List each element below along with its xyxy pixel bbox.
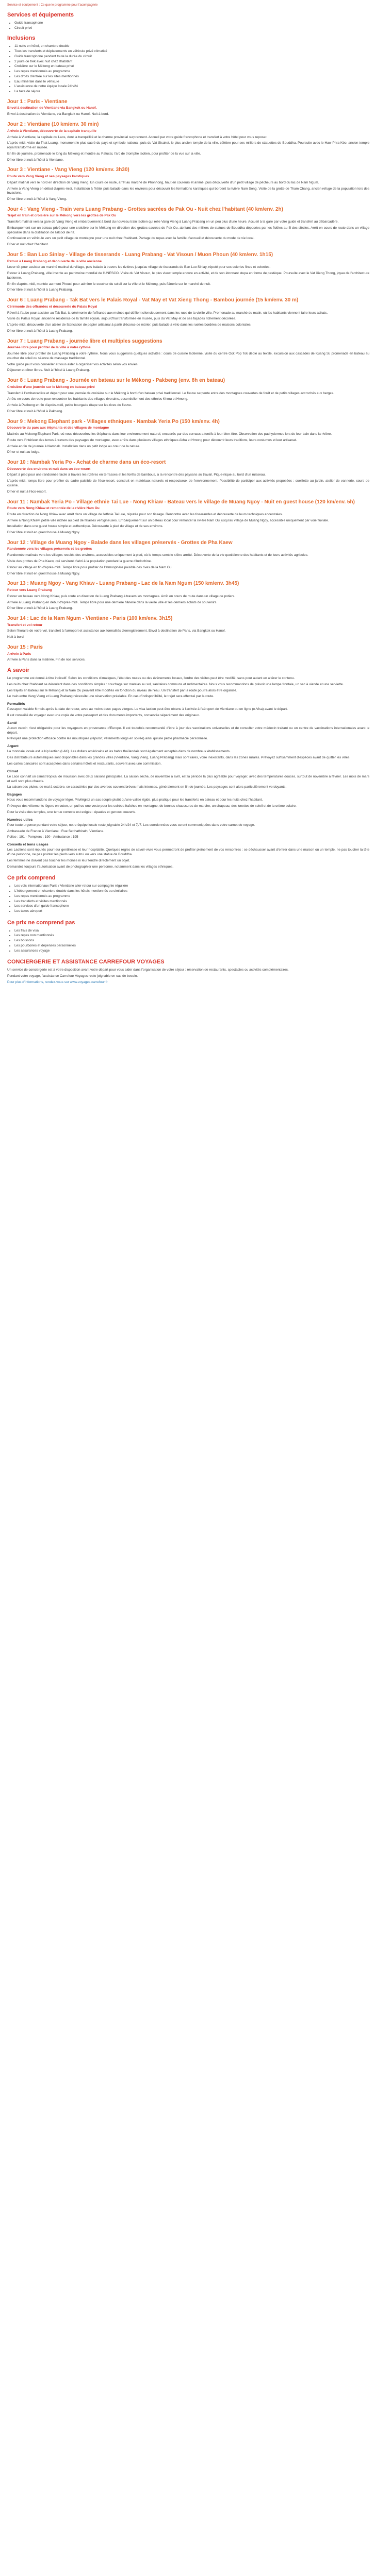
day-paragraph: Départ matinal vers le nord en direction de Vang Vieng. En cours de route, arrêt au marché de Phonhong, haut en couleurs et animé, puis découverte d'un petit village de pêcheurs au bord du lac de Nam Ngum. (7, 180, 319, 184)
day-paragraph: Continuation en véhicule vers un petit village de montagne pour une nuit chez l'habitant. Partage du repas avec la famille d'accueil et découverte du mode de vie local. (7, 236, 255, 241)
day-paragraph: Lever tôt pour assister au marché matinal du village, puis balade à travers les rizières jusqu'au village de tisserands de Ban Luo Sinlay, réputé pour ses soieries fines et colorées. (7, 265, 271, 269)
day-section (7, 499, 369, 535)
climat-title: Climat (7, 769, 18, 773)
bagages-title: Bagages (7, 793, 22, 797)
day-title: Jour 15 : Paris (7, 645, 43, 651)
day-title: Jour 3 : Vientiane - Vang Vieng (120 km/env. 3h30) (7, 167, 129, 173)
paragraph: Demandez toujours l'autorisation avant de photographier une personne, notamment dans les villages ethniques. (7, 865, 174, 869)
ne-prix-title: Ce prix ne comprend pas (7, 919, 75, 926)
day-paragraph: Selon l'horaire de votre vol, transfert à l'aéroport et assistance aux formalités d'enregistrement. Envol à destination de Paris, via Bangkok ou Hanoï. (7, 629, 226, 633)
paragraph: Le Laos connaît un climat tropical de mousson avec deux saisons principales. La saison sèche, de novembre à avril, est la période la plus agréable pour voyager, avec des températures douces, surtout de novembre à février. Les mois de mars et avril sont plus chauds. (7, 774, 369, 783)
conciergerie-section (7, 968, 369, 985)
day-subtitle: Cérémonie des offrandes et découverte du Palais Royal (7, 304, 97, 309)
day-paragraph: Installation dans une guest house simple et authentique. Découverte à pied du village et de ses environs. (7, 524, 164, 529)
conseils-title: Conseils et bons usages (7, 843, 48, 847)
paragraph: Prévoyez des vêtements légers en coton, un pull ou une veste pour les soirées fraîches en montagne, de bonnes chaussures de marche, un chapeau, des lunettes de soleil et de la crème solaire. (7, 804, 297, 808)
day-subtitle: Route vers Vang Vieng et ses paysages karstiques (7, 174, 89, 178)
list-item: • L'hébergement en chambre double dans les hôtels mentionnés ou similaires (14, 889, 369, 894)
day-paragraph: Route vers l'intérieur des terres à travers des paysages de montagne, avec arrêts dans plusieurs villages ethniques Akha et Hmong pour découvrir leurs traditions, leurs costumes et leur artisanat. (7, 438, 297, 442)
day-subtitle: Journée libre pour profiter de la ville à votre rythme (7, 346, 91, 350)
list-item: • L'assistance de notre équipe locale 24h/24 (14, 84, 369, 89)
paragraph: Nous vous recommandons de voyager léger. Privilégiez un sac souple plutôt qu'une valise rigide, plus pratique pour les transferts en bateau et pour les nuits chez l'habitant. (7, 798, 263, 802)
day-paragraph: Réveil à l'aube pour assister au Tak Bat, la cérémonie de l'offrande aux moines qui défilent silencieusement dans les rues de la vieille ville. Promenade au marché du matin, où les habitants viennent faire leurs achats. (7, 311, 328, 315)
day-subtitle: Découverte du parc aux éléphants et des villages de montagne (7, 426, 109, 430)
day-title: Jour 4 : Vang Vieng - Train vers Luang Prabang - Grottes sacrées de Pak Ou - Nuit chez l'habitant (40 km/env. 2h) (7, 206, 283, 212)
day-section (7, 251, 369, 293)
day-paragraph: Déjeuner et dîner libres. Nuit à l'hôtel à Luang Prabang. (7, 368, 90, 372)
day-paragraph: Retour en bateau vers Nong Khiaw, puis route en direction de Luang Prabang à travers les montagnes. Arrêt en cours de route dans un village de potiers. (7, 594, 235, 598)
paragraph: Les cartes bancaires sont acceptées dans certains hôtels et restaurants, souvent avec une commission. (7, 761, 162, 766)
list-item: • Guide francophone (14, 21, 369, 26)
day-paragraph: Dîner libre et nuit en guest house à Muang Ngoy. (7, 571, 80, 575)
day-title: Jour 2 : Vientiane (10 km/env. 30 min) (7, 122, 99, 128)
paragraph: La monnaie locale est le kip laotien (LAK). Les dollars américains et les bahts thaïlandais sont également acceptés dans de nombreux établissements. (7, 750, 231, 754)
list-item: • Les pourboires et dépenses personnelles (14, 944, 369, 948)
day-subtitle: Retour vers Luang Prabang (7, 588, 52, 592)
itinerary (7, 98, 369, 663)
day-section (7, 206, 369, 247)
day-paragraph: Arrivée à Vang Vieng en début d'après-midi. Installation à l'hôtel puis balade dans les environs pour découvrir les formations karstiques qui bordent la rivière Nam Song. Visite de la grotte de Tham Chang, ancien refuge de la population lors des invasions. (7, 187, 369, 195)
day-paragraph: Arrivée à Nong Khiaw, petite ville nichée au pied de falaises vertigineuses. Embarquement sur un bateau local pour remonter la rivière Nam Ou jusqu'au village de Muang Ngoy, accessible uniquement par voie fluviale. (7, 518, 329, 522)
list-item: • Les taxes aéroport (14, 909, 369, 914)
day-paragraph: Matinée au Mekong Elephant Park, où vous découvrirez les éléphants dans leur environnement naturel, encadrés par des cornacs attentifs à leur bien-être. Observation des pachydermes lors de leur bain dans la rivière. (7, 432, 332, 436)
day-section (7, 121, 369, 162)
paragraph: La saison des pluies, de mai à octobre, se caractérise par des averses souvent brèves mais intenses, généralement en fin de journée. Les paysages sont alors particulièrement verdoyants. (7, 785, 287, 789)
day-subtitle: Arrivée à Vientiane, découverte de la capitale tranquille (7, 129, 96, 133)
day-paragraph: Arrêts en cours de route pour rencontrer les habitants des villages riverains, essentiellement des ethnies Khmu et Hmong. (7, 397, 188, 401)
day-paragraph: Dîner libre et nuit à l'hôtel à Luang Prabang. (7, 606, 73, 611)
day-paragraph: Embarquement sur un bateau privé pour une croisière sur le Mékong en direction des grottes sacrées de Pak Ou, abritant des milliers de statues de Bouddha déposées par les fidèles au fil des siècles. Arrêt en cours de route dans un village spécialisé dans la distillation de l'alcool de riz. (7, 226, 369, 234)
list-item: • Les repas mentionnés au programme (14, 70, 369, 74)
day-paragraph: Dîner libre et nuit à l'hôtel à Luang Prabang. (7, 288, 73, 292)
list-item: • Tous les transferts et déplacements en véhicule privé climatisé (14, 49, 369, 54)
paragraph: Prévoyez une protection efficace contre les moustiques (répulsif, vêtements longs en soirée) ainsi qu'une petite pharmacie personnelle. (7, 737, 208, 741)
day-paragraph: Transfert matinal vers la gare de Vang Vieng et embarquement à bord du nouveau train laotien qui relie Vang Vieng à Luang Prabang en un peu plus d'une heure. Accueil à la gare par votre guide et transfert au débarcadère. (7, 220, 339, 224)
day-title: Jour 7 : Luang Prabang - journée libre et multiples suggestions (7, 338, 162, 344)
day-section (7, 418, 369, 455)
day-title: Jour 1 : Paris - Vientiane (7, 98, 68, 105)
day-paragraph: Dîner et nuit à l'éco-resort. (7, 489, 47, 494)
day-paragraph: L'après-midi, visite du That Luang, monument le plus sacré du pays et symbole national, puis du Vat Sisaket, le plus ancien temple de la ville, célèbre pour ses milliers de statuettes de Bouddha. Poursuite avec le Haw Phra Kéo, ancien temple royal transformé en musée. (7, 141, 369, 150)
day-title: Jour 11 : Nambak Yeria Po - Village ethnie Tai Lue - Nong Khiaw - Bateau vers le village de Muang Ngoy - Nuit en guest house (120 km/env. 5h) (7, 499, 355, 505)
paragraph: Un service de conciergerie est à votre disposition avant votre départ pour vous aider dans l'organisation de votre séjour : réservation de restaurants, spectacles ou activités complémentaires. (7, 968, 289, 972)
day-title: Jour 13 : Muang Ngoy - Vang Khiaw - Luang Prabang - Lac de la Nam Ngum (150 km/env. 3h45) (7, 581, 239, 587)
paragraph: Police : 191 - Pompiers : 190 - Ambulance : 195 (7, 835, 78, 839)
list-item: • Les boissons (14, 939, 369, 943)
day-paragraph: Envol à destination de Vientiane, via Bangkok ou Hanoï. Nuit à bord. (7, 112, 109, 116)
inclusions-list (7, 44, 369, 94)
a-savoir-section (7, 667, 369, 869)
day-paragraph: Arrivée à Vientiane, la capitale du Laos, dont la tranquillité et le charme provincial surprennent. Accueil par votre guide francophone et transfert à votre hôtel pour vous reposer. (7, 135, 267, 139)
list-item: • Les transferts et visites mentionnés (14, 900, 369, 904)
day-paragraph: En fin d'après-midi, montée au mont Phousi pour admirer le coucher du soleil sur la ville et le Mékong, puis flânerie sur le marché de nuit. (7, 282, 211, 286)
formalites-title: Formalités (7, 702, 25, 706)
list-item: • Les repas mentionnés au programme (14, 894, 369, 899)
paragraph: Des distributeurs automatiques sont disponibles dans les grandes villes (Vientiane, Vang Vieng, Luang Prabang) mais sont rares, voire inexistants, dans les zones rurales. Prévoyez suffisamment d'espèces avant de quitter les villes. (7, 756, 351, 760)
list-item: • Eau minérale dans le véhicule (14, 80, 369, 84)
website-link[interactable]: Pour plus d'informations, rendez-vous sur www.voyages.carrefour.fr (7, 980, 108, 984)
list-item: • Les services d'un guide francophone (14, 904, 369, 909)
paragraph: Aucun vaccin n'est obligatoire pour les voyageurs en provenance d'Europe. Il est toutefois recommandé d'être à jour des vaccinations universelles et de consulter votre médecin traitant ou un centre de vaccinations internationales avant le départ. (7, 726, 369, 735)
day-paragraph: Arrivée en fin de journée à Nambak. Installation dans un petit lodge au cœur de la nature. (7, 444, 140, 448)
day-section (7, 615, 369, 640)
day-title: Jour 5 : Ban Luo Sinlay - Village de tisserands - Luang Prabang - Vat Visoun / Muon Phoun (40 km/env. 1h15) (7, 252, 273, 258)
paragraph: Pendant votre voyage, l'assistance Carrefour Voyages reste joignable en cas de besoin. (7, 974, 138, 978)
day-paragraph: Dîner libre et nuit à l'hôtel à Vang Vieng. (7, 197, 67, 201)
argent-title: Argent (7, 744, 19, 749)
inclusions-title: Inclusions (7, 35, 36, 42)
day-title: Jour 6 : Luang Prabang - Tak Bat vers le Palais Royal - Vat May et Vat Xieng Thong - Bambou journée (15 km/env. 30 m) (7, 297, 299, 303)
ne-prix-list (7, 929, 369, 954)
day-title: Jour 14 : Lac de la Nam Ngum - Vientiane - Paris (100 km/env. 3h15) (7, 616, 173, 622)
conciergerie-title: CONCIERGERIE ET ASSISTANCE CARREFOUR VOYAGES (7, 959, 165, 965)
day-paragraph: Visite du Palais Royal, ancienne résidence de la famille royale, aujourd'hui transformée en musée, puis du Vat May et de ses façades richement décorées. (7, 317, 236, 321)
day-paragraph: L'après-midi, temps libre pour profiter du cadre paisible de l'éco-resort, construit en matériaux naturels et respectueux de l'environnement. Possibilité de participer aux activités proposées : cueillette au jardin, atelier de vannerie, cours de cuisine. (7, 479, 369, 487)
day-section (7, 338, 369, 373)
paragraph: Ambassade de France à Vientiane : Rue Setthathirath, Vientiane. (7, 829, 105, 833)
day-paragraph: Nuit à bord. (7, 635, 25, 639)
day-paragraph: Dîner libre et nuit en guest house à Muang Ngoy. (7, 531, 80, 535)
day-subtitle: Route vers Nong Khiaw et remontée de la rivière Nam Ou (7, 506, 100, 510)
day-paragraph: Dîner libre et nuit à l'hôtel à Vientiane. (7, 158, 64, 162)
day-paragraph: Retour au village en fin d'après-midi. Temps libre pour profiter de l'atmosphère paisible des rives de la Nam Ou. (7, 565, 173, 569)
day-paragraph: Visite des grottes de Pha Kaew, qui servirent d'abri à la population pendant la guerre d'Indochine. (7, 560, 152, 564)
day-paragraph: En fin de journée, promenade le long du Mékong et montée au Patuxai, l'arc de triomphe laotien, pour profiter de la vue sur la ville. (7, 151, 201, 156)
list-item: • Les repas non mentionnés (14, 934, 369, 938)
day-subtitle: Retour à Luang Prabang et découverte de la ville ancienne (7, 259, 102, 263)
day-subtitle: Croisière d'une journée sur le Mékong en bateau privé (7, 385, 95, 389)
day-subtitle: Arrivée à Paris (7, 652, 31, 656)
list-item: • Les droits d'entrée sur les sites mentionnés (14, 75, 369, 79)
paragraph: Le train entre Vang Vieng et Luang Prabang nécessite une réservation préalable. En cas d'indisponibilité, le trajet sera effectué par la route. (7, 694, 214, 699)
list-item: • 11 nuits en hôtel, en chambre double (14, 44, 369, 49)
paragraph: Pour toute urgence pendant votre séjour, notre équipe locale reste joignable 24h/24 et 7j/7. Les coordonnées vous seront communiquées dans votre carnet de voyage. (7, 823, 255, 827)
day-subtitle: Randonnée vers les villages préservés et les grottes (7, 547, 92, 551)
day-section (7, 297, 369, 333)
paragraph: Il est conseillé de voyager avec une copie de votre passeport et des documents importants, conservée séparément des originaux. (7, 714, 200, 718)
day-paragraph: Route en direction de Nong Khiaw avec arrêt dans un village de l'ethnie Tai Lue, réputée pour son tissage. Rencontre avec les tisserandes et découverte de leurs techniques ancestrales. (7, 512, 283, 516)
day-subtitle: Découverte des environs et nuit dans un éco-resort (7, 467, 91, 471)
day-title: Jour 12 : Village de Muang Ngoy - Balade dans les villages préservés - Grottes de Pha Kaew (7, 539, 233, 546)
day-paragraph: Dîner libre et nuit à l'hôtel à Luang Prabang. (7, 329, 73, 333)
day-paragraph: Arrivée à Paris dans la matinée. Fin de nos services. (7, 658, 86, 662)
ce-prix-title: Ce prix comprend (7, 875, 56, 882)
services-list (7, 21, 369, 31)
day-section (7, 166, 369, 201)
day-paragraph: Arrivée à Pakbeng en fin d'après-midi, petite bourgade étape sur les rives du fleuve. (7, 403, 132, 408)
day-section (7, 644, 369, 663)
page (0, 0, 377, 997)
services-title: Services et équipements (7, 12, 74, 19)
list-item: • Les frais de visa (14, 929, 369, 934)
list-item: • Les assurances voyage (14, 949, 369, 954)
day-paragraph: Départ à pied pour une randonnée facile à travers les rizières en terrasses et les forêts de bambous, à la rencontre des paysans au travail. Pique-nique au bord d'un ruisseau. (7, 473, 266, 477)
day-subtitle: Transfert et vol retour (7, 623, 43, 627)
day-subtitle: Trajet en train et croisière sur le Mékong vers les grottes de Pak Ou (7, 214, 117, 218)
day-subtitle: Envol à destination de Vientiane via Bangkok ou Hanoï. (7, 106, 97, 110)
day-paragraph: Retour à Luang Prabang, ville inscrite au patrimoine mondial de l'UNESCO. Visite du Vat Visoun, le plus vieux temple encore en activité, et de son étonnant stupa en forme de pastèque. Poursuite avec le Vat Xieng Thong, joyau de l'architecture laotienne. (7, 272, 369, 280)
day-paragraph: Transfert à l'embarcadère et départ pour une journée de croisière sur le Mékong à bord d'un bateau privé traditionnel. Le fleuve serpente entre des montagnes couvertes de forêt et de petits villages accrochés aux berges. (7, 391, 334, 395)
day-title: Jour 8 : Luang Prabang - Journée en bateau sur le Mékong - Pakbeng (env. 8h en bateau) (7, 378, 225, 384)
day-paragraph: Dîner et nuit au lodge. (7, 450, 40, 454)
paragraph: Les nuits chez l'habitant se déroulent dans des conditions simples : couchage sur matelas au sol, sanitaires communs et rudimentaires. Nous vous recommandons de prévoir une lampe frontale, un sac à viande et une serviette. (7, 682, 344, 686)
day-paragraph: Randonnée matinale vers les villages reculés des environs, accessibles uniquement à pied, où le temps semble s'être arrêté. Découverte de la vie quotidienne des habitants et de leurs activités agricoles. (7, 553, 308, 557)
day-section (7, 377, 369, 414)
list-item: • Les vols internationaux Paris / Vientiane aller-retour sur compagnie régulière (14, 884, 369, 889)
ce-prix-list (7, 884, 369, 914)
paragraph: Les femmes ne doivent pas toucher les moines ni leur tendre directement un objet. (7, 858, 131, 862)
day-section (7, 580, 369, 611)
list-item: • Guide francophone pendant toute la durée du circuit (14, 55, 369, 59)
day-paragraph: Dîner libre et nuit à l'hôtel à Pakbeng. (7, 409, 63, 413)
paragraph: Passeport valable 6 mois après la date de retour, avec au moins deux pages vierges. Le visa laotien peut être obtenu à l'arrivée à l'aéroport de Vientiane ou en ligne (e-Visa) avant le départ. (7, 707, 288, 711)
list-item: • Circuit privé (14, 26, 369, 31)
a-savoir-title: A savoir (7, 667, 30, 674)
day-section (7, 539, 369, 576)
paragraph: Pour la visite des temples, une tenue correcte est exigée : épaules et genoux couverts. (7, 810, 137, 814)
top-link[interactable]: Service et équipement : Ce que le programme pour l'acompagnée (7, 4, 98, 7)
paragraph: Le programme est donné à titre indicatif. Selon les conditions climatiques, l'état des routes ou des événements locaux, l'ordre des visites peut être modifié, sans pour autant en altérer le contenu. (7, 676, 295, 681)
list-item: • Croisière sur le Mékong en bateau privé (14, 64, 369, 69)
day-section (7, 98, 369, 117)
list-item: • La taxe de séjour (14, 90, 369, 94)
day-paragraph: L'après-midi, découverte d'un atelier de fabrication de papier artisanal à partir d'écorce de mûrier, puis balade à vélo dans les ruelles bordées de maisons coloniales. (7, 323, 252, 327)
day-title: Jour 10 : Nambak Yeria Po - Achat de charme dans un éco-resort (7, 460, 166, 466)
day-paragraph: Dîner et nuit chez l'habitant. (7, 243, 49, 247)
day-title: Jour 9 : Mekong Elephant park - Villages ethniques - Nambak Yeria Po (150 km/env. 4h) (7, 418, 220, 425)
day-paragraph: Journée libre pour profiter de Luang Prabang à votre rythme. Nous vous suggérons quelques activités : cours de cuisine laotienne, visite du centre Ock Pop Tok dédié au textile, excursion aux cascades de Kuang Si, promenade en bateau au coucher du soleil ou séance de massage traditionnel. (7, 352, 369, 360)
sante-title: Santé (7, 721, 17, 725)
day-section (7, 459, 369, 494)
day-paragraph: Votre guide peut vous conseiller et vous aider à organiser vos activités selon vos envies. (7, 362, 139, 366)
paragraph: Les Laotiens sont réputés pour leur gentillesse et leur hospitalité. Quelques règles de savoir-vivre vous permettront de profiter pleinement de vos rencontres : se déchausser avant d'entrer dans une maison ou un temple, ne pas toucher la tête d'une personne, ne pas pointer les pieds vers autrui ou vers une statue de Bouddha. (7, 848, 369, 857)
paragraph: Les trajets en bateau sur le Mékong et la Nam Ou peuvent être modifiés en fonction du niveau de l'eau. Un transfert par la route pourra alors être organisé. (7, 688, 237, 692)
day-paragraph: Arrivée à Luang Prabang en début d'après-midi. Temps libre pour une dernière flânerie dans la vieille ville et les derniers achats de souvenirs. (7, 600, 218, 604)
list-item: • 2 jours de trek avec nuit chez l'habitant (14, 60, 369, 64)
urgences-title: Numéros utiles (7, 818, 33, 822)
